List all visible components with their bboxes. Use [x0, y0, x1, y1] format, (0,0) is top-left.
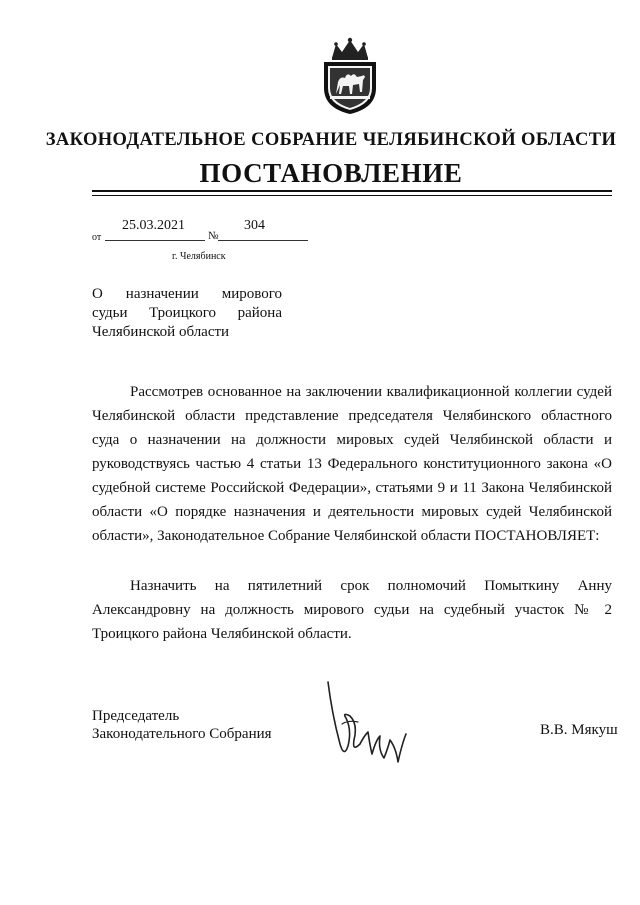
- signatory-title-line1: Председатель: [92, 708, 180, 724]
- header-rule-thin: [92, 195, 612, 196]
- document-date: 25.03.2021: [122, 218, 185, 233]
- document-subject: О назначении мирового судьи Троицкого района Челябинской области: [92, 286, 282, 340]
- header-rule-thick: [92, 190, 612, 192]
- date-underline: [105, 240, 205, 241]
- coat-of-arms-icon: [318, 36, 382, 116]
- organization-title: ЗАКОНОДАТЕЛЬНОЕ СОБРАНИЕ ЧЕЛЯБИНСКОЙ ОБЛАСТИ: [45, 130, 617, 150]
- city: г. Челябинск: [172, 251, 226, 262]
- body-paragraph: Рассмотрев основанное на заключении квалификационной коллегии судей Челябинской области представление председателя Челябинского областного суда о назначении на должности мировых судей Челябинской области и руководствуясь частью 4 статьи 13 Федерального конституционного закона «О судебной системе Российской Федерации», статьями 9 и 11 Закона Челябинской области «О порядке назначения и деятельности мировых судей Челябинской области», Законодательное Собрание Челябинской области ПОСТАНОВЛЯЕТ:: [92, 384, 612, 544]
- signatory-title-line2: Законодательного Собрания: [92, 726, 272, 742]
- handwritten-signature: [318, 674, 418, 774]
- signatory-title: [92, 707, 272, 743]
- document-type-title: ПОСТАНОВЛЕНИЕ: [199, 158, 463, 188]
- number-label: №: [208, 230, 219, 242]
- number-underline: [218, 240, 308, 241]
- date-label: от: [92, 232, 102, 243]
- document-number: 304: [244, 218, 265, 233]
- signatory-name: В.В. Мякуш: [540, 722, 618, 738]
- resolution-paragraph: Назначить на пятилетний срок полномочий Помыткину Анну Александровну на должность мирового судьи на судебный участок № 2 Троицкого района Челябинской области.: [92, 578, 612, 642]
